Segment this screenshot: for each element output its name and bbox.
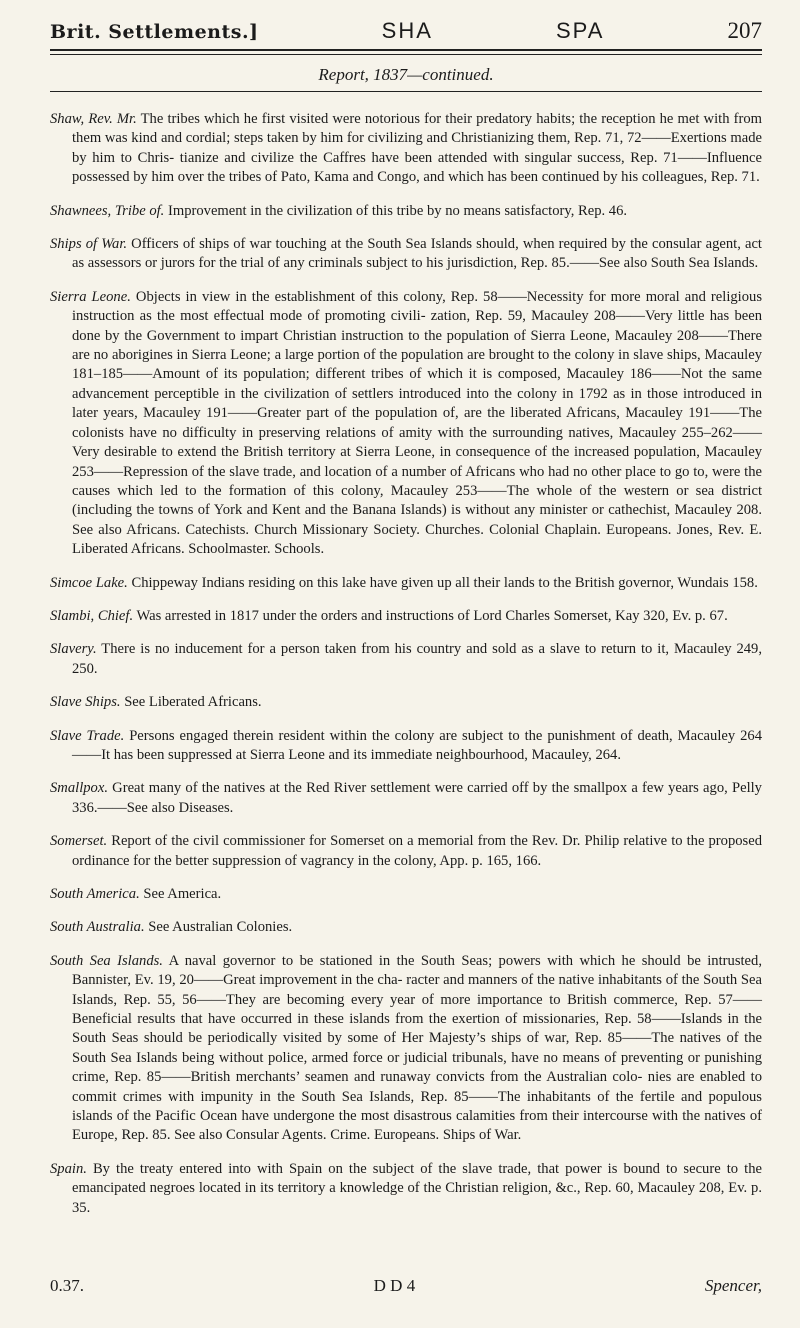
entry-body: A naval governor to be stationed in the South Seas; powers with which he should be intrusted, Bannister, Ev. 19, 20——Great improvement in the cha- racter and manners of the native inhabitants of the South Sea Islands, Rep. 55, 56——They are becoming every year of more importance to British commerce, Rep. 57——Beneficial results that have occurred in these islands from the exertion of missionaries, Rep. 58——Islands in the South Seas should be periodically visited by some of Her Majesty’s ships of war, Rep. 85——The natives of the South Sea Islands being without police, armed force or judicial tribunals, have no means of preventing or punishing crime, Rep. 85——British merchants’ seamen and runaway convicts from the Australian colo- nies are enabled to commit crimes with impunity in the South Sea Islands, Rep. 85——The inhabitants of the fertile and populous islands of the Pacific Ocean have undergone the most disastrous calamities from their intercourse with the natives of Europe, Rep. 85. See also Consular Agents. Crime. Europeans. Ships of War. (72, 952, 762, 1144)
report-subtitle (50, 65, 762, 85)
entry-body: See Australian Colonies. (148, 919, 293, 936)
index-entry (50, 885, 762, 904)
index-entry (50, 235, 762, 274)
running-head (50, 18, 762, 45)
entry-body: Great many of the natives at the Red River settlement were carried off by the smallpox a few years ago, Pelly 336.——See also Diseases. (72, 780, 762, 816)
index-entry (50, 288, 762, 560)
index-entry (50, 1160, 762, 1218)
index-entry (50, 779, 762, 818)
entry-body: See America. (143, 886, 222, 902)
report-subtitle-text: Report, 1837—continued. (318, 65, 494, 84)
entry-headword: Smallpox. (50, 780, 108, 797)
section-title: Brit. Settlements.] (50, 21, 259, 43)
index-range-end: SPA (555, 18, 605, 43)
entry-headword: South America. (50, 886, 140, 902)
index-entry (50, 640, 762, 679)
entry-headword: Slambi, Chief. (50, 607, 134, 624)
page-footer (50, 1276, 762, 1296)
entry-body: Chippeway Indians residing on this lake have given up all their lands to the British governor, Wundais 158. (131, 574, 758, 591)
entry-headword: Shawnees, Tribe of. (50, 202, 165, 219)
index-entry (50, 693, 762, 712)
header-rule (50, 49, 762, 55)
entry-body: The tribes which he first visited were notorious for their predatory habits; the reception he met with from them was kind and cordial; steps taken by him for civilizing and Christianizing them, Rep. 71, 72——Exertions made by him to Chris- tianize and civilize the Caffres have been attended with singular success, Rep. 71——Influence possessed by him over the tribes of Pato, Kama and Congo, and which has been continued by his colleagues, Rep. 71. (72, 111, 763, 186)
index-entry (50, 202, 762, 221)
index-entry (50, 832, 762, 871)
index-entry (50, 574, 762, 593)
entry-body: See Liberated Africans. (124, 694, 262, 711)
subtitle-rule (50, 91, 762, 92)
index-entry (50, 918, 762, 937)
footer-catchword: Spencer, (704, 1276, 762, 1295)
entry-body: Officers of ships of war touching at the South Sea Islands should, when required by the consular agent, act as assessors or jurors for the trial of any criminals subject to his jurisdiction, Rep. 85.——See also South Sea Islands. (72, 236, 762, 272)
entry-body: Was arrested in 1817 under the orders and instructions of Lord Charles Somerset, Kay 320, Ev. p. 67. (136, 607, 728, 624)
entry-headword: Simcoe Lake. (50, 574, 128, 591)
entry-body: Improvement in the civilization of this tribe by no means satisfactory, Rep. 46. (167, 202, 628, 219)
index-range-start: SHA (381, 18, 433, 43)
index-entry (50, 607, 762, 626)
entry-headword: Ships of War. (50, 236, 128, 253)
entry-body: Persons engaged therein resident within the colony are subject to the punishment of death, Macauley 264——It has been suppressed at Sierra Leone and its immediate neighbourhood, Macauley, 264. (72, 727, 762, 763)
entry-body: There is no inducement for a person taken from his country and sold as a slave to return to it, Macauley 249, 250. (72, 641, 762, 677)
index-entry (50, 727, 762, 766)
footer-signature-left: 0.37. (50, 1276, 84, 1295)
entry-body: By the treaty entered into with Spain on the subject of the slave trade, that power is bound to secure to the emancipated negroes located in its territory a knowledge of the Christian religion, &c., Rep. 60, Macauley 208, Ev. p. 35. (72, 1160, 762, 1216)
entry-headword: Slave Trade. (50, 727, 125, 744)
entry-headword: Sierra Leone. (50, 288, 131, 305)
entry-body: Report of the civil commissioner for Somerset on a memorial from the Rev. Dr. Philip relative to the proposed ordinance for the better suppression of vagrancy in the colony, App. p. 165, 166. (72, 833, 762, 869)
index-entry (50, 110, 762, 188)
entry-headword: South Sea Islands. (50, 952, 163, 969)
index-entries (50, 110, 762, 1218)
entry-headword: South Australia. (50, 919, 145, 936)
page-number: 207 (727, 18, 762, 43)
entry-headword: Slavery. (50, 641, 97, 658)
entry-body: Objects in view in the establishment of this colony, Rep. 58——Necessity for more moral and religious instruction as the most effectual mode of promoting civili- zation, Rep. 59, Macauley 208——Very little has been done by the Government to impart Christian instruction to the population of Sierra Leone, Macauley 208——There are no aborigines in Sierra Leone; a large portion of the population are brought to the colony in slave ships, Macauley 181–185——Amount of its population; different tribes of which it is composed, Macauley 186——Not the same advancement perceptible in the civilization of settlers introduced into the colony in 1792 as in those introduced in later years, Macauley 191——Greater part of the population of, are the liberated Africans, Macauley 191——The colonists have no difficulty in preserving relations of amity with the surrounding natives, Macauley 255–262——Very desirable to extend the British territory at Sierra Leone, in consequence of the increased population, Macauley 253——Repression of the slave trade, and location of a number of Africans who had no other place to go to, were the causes which led to the formation of this colony, Macauley 253——The whole of the western or sea district (including the towns of York and Kent and the Banana Islands) is without any minister or cathechist, Macauley 208. See also Africans. Catechists. Church Missionary Society. Churches. Colonial Chaplain. Europeans. Jones, Rev. E. Liberated Africans. Schoolmaster. Schools. (72, 288, 762, 558)
entry-headword: Spain. (50, 1160, 87, 1177)
index-entry (50, 952, 762, 1146)
entry-headword: Shaw, Rev. Mr. (50, 111, 137, 127)
entry-headword: Somerset. (50, 833, 108, 850)
footer-signature-mark: D D 4 (373, 1276, 416, 1295)
entry-headword: Slave Ships. (50, 694, 121, 711)
